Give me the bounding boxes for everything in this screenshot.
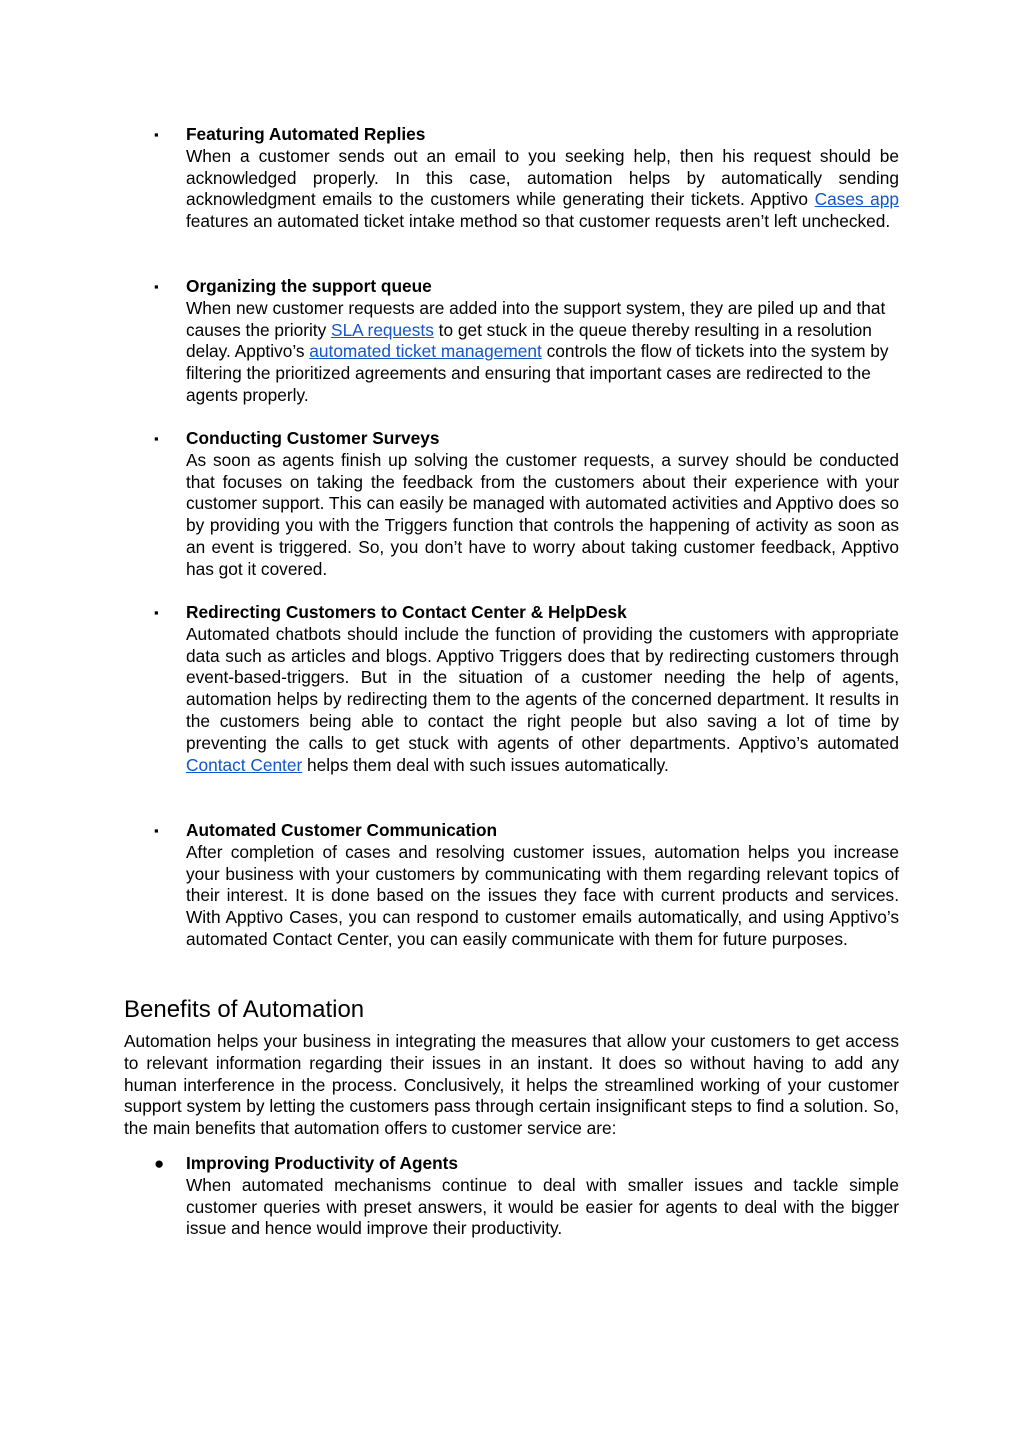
list-item-support-queue: [186, 276, 899, 407]
section-heading: Benefits of Automation: [124, 996, 365, 1023]
body-text: When a customer sends out an email to you seeking help, then his request should be acknowledged properly. In this case, automation helps by automatically sending acknowledgment emails to the customers while generating their tickets. Apptivo: [186, 145, 899, 210]
list-item-customer-communication: [186, 820, 899, 951]
body-text: features an automated ticket intake method so that customer requests aren’t left unchecked.: [186, 211, 891, 232]
list-item-body: [186, 624, 899, 777]
section-paragraph: Automation helps your business in integrating the measures that allow your customers to get access to relevant information regarding their issues in an instant. It does so without having to add any human interference in the process. Conclusively, it helps the streamlined working of your customer support system by letting the customers pass through certain insignificant steps to find a solution. So, the main benefits that automation offers to customer service are:: [124, 1031, 899, 1139]
list-item-title: Organizing the support queue: [186, 276, 432, 296]
square-bullet-icon: ▪: [154, 823, 159, 838]
list-item-agent-productivity: [186, 1153, 899, 1240]
round-bullet-icon: ●: [154, 1154, 165, 1173]
square-bullet-icon: ▪: [154, 127, 159, 142]
list-item-body: [186, 146, 899, 233]
contact-center-link[interactable]: Contact Center: [186, 754, 303, 775]
list-item-customer-surveys: [186, 428, 899, 581]
list-item-title: Featuring Automated Replies: [186, 124, 426, 144]
body-text: controls the flow of tickets into the system by filtering the prioritized agreements and ensuring that important cases are redirected to the agents properly.: [186, 341, 889, 405]
body-text: to get stuck in the queue thereby resulting in a resolution delay. Apptivo’s: [186, 319, 872, 362]
list-item-body: After completion of cases and resolving customer issues, automation helps you increase your business with your customers by communicating with them regarding relevant topics of their interest. It is done based on the issues they face with current products and services. With Apptivo Cases, you can respond to customer emails automatically, and using Apptivo’s automated Contact Center, you can easily communicate with them for future purposes.: [186, 841, 899, 949]
cases-app-link[interactable]: Cases app: [814, 189, 899, 210]
list-item-contact-center: [186, 602, 899, 776]
list-item-body: [186, 298, 899, 407]
list-item-body: As soon as agents finish up solving the customer requests, a survey should be conducted that focuses on taking the feedback from the customers about their experience with your customer support. This can easily be managed with automated activities and Apptivo does so by providing you with the Triggers function that controls the happening of activity as soon as an event is triggered. So, you don’t have to worry about taking customer feedback, Apptivo has got it covered.: [186, 449, 899, 579]
list-item-title: Conducting Customer Surveys: [186, 428, 440, 448]
body-text: When new customer requests are added into the support system, they are piled up and that causes the priority: [186, 297, 886, 340]
square-bullet-icon: ▪: [154, 431, 159, 446]
square-bullet-icon: ▪: [154, 605, 159, 620]
body-text: helps them deal with such issues automatically.: [302, 754, 669, 775]
list-item-body: When automated mechanisms continue to deal with smaller issues and tackle simple customer queries with preset answers, it would be easier for agents to deal with the bigger issue and hence would improve their productivity.: [186, 1174, 899, 1239]
sla-requests-link[interactable]: SLA requests: [331, 319, 434, 340]
list-item-title: Automated Customer Communication: [186, 820, 498, 840]
list-item-title: Redirecting Customers to Contact Center & HelpDesk: [186, 602, 627, 622]
automated-ticket-management-link[interactable]: automated ticket management: [309, 341, 542, 362]
list-item-title: Improving Productivity of Agents: [186, 1153, 459, 1173]
body-text: Automated chatbots should include the function of providing the customers with appropriate data such as articles and blogs. Apptivo Triggers does that by redirecting customers through event-based-triggers. But in the situation of a customer needing the help of agents, automation helps by redirecting them to the agents of the concerned department. It results in the customers being able to contact the right people but also saving a lot of time by preventing the calls to get stuck with agents of other departments. Apptivo’s automated: [186, 623, 899, 753]
square-bullet-icon: ▪: [154, 279, 159, 294]
list-item-automated-replies: [186, 124, 899, 233]
